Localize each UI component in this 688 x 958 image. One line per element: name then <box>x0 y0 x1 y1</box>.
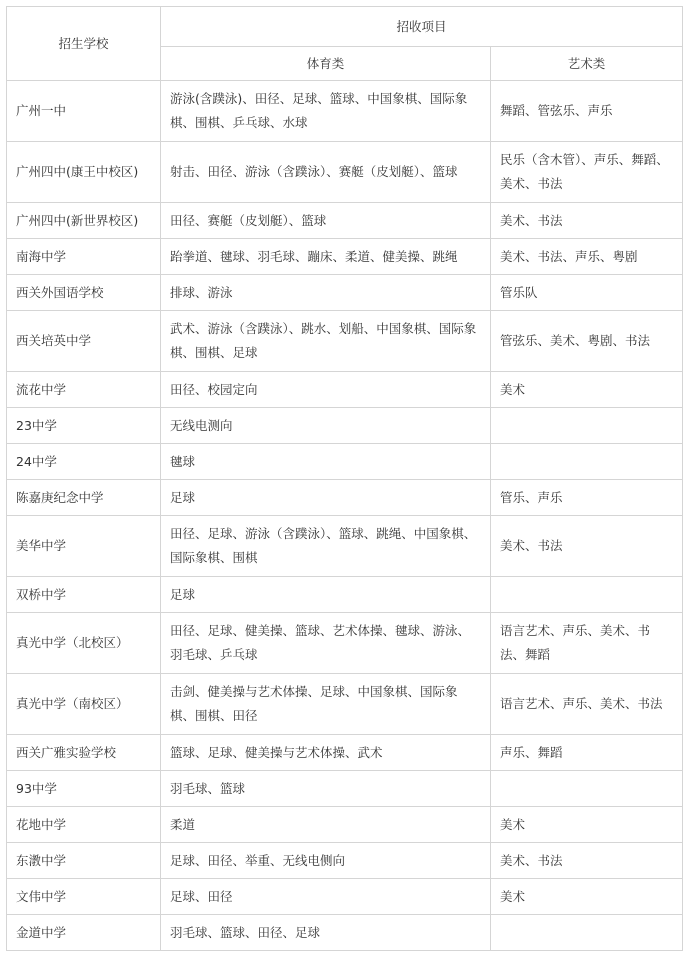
school-cell: 西关外国语学校 <box>7 275 161 311</box>
arts-cell: 美术、书法 <box>491 843 683 879</box>
school-cell: 广州一中 <box>7 81 161 142</box>
table-row <box>7 372 683 408</box>
table-row <box>7 915 683 951</box>
sports-cell: 游泳(含蹼泳)、田径、足球、篮球、中国象棋、国际象棋、围棋、乒乓球、水球 <box>161 81 491 142</box>
school-cell: 美华中学 <box>7 516 161 577</box>
arts-cell: 美术、书法 <box>491 516 683 577</box>
arts-cell: 声乐、舞蹈 <box>491 735 683 771</box>
school-cell: 西关培英中学 <box>7 311 161 372</box>
table-row <box>7 516 683 577</box>
table-row <box>7 81 683 142</box>
school-cell: 93中学 <box>7 771 161 807</box>
sports-cell: 击剑、健美操与艺术体操、足球、中国象棋、国际象棋、围棋、田径 <box>161 674 491 735</box>
header-sports: 体育类 <box>161 47 491 81</box>
school-cell: 南海中学 <box>7 239 161 275</box>
arts-cell <box>491 444 683 480</box>
sports-cell: 无线电测向 <box>161 408 491 444</box>
school-cell: 陈嘉庚纪念中学 <box>7 480 161 516</box>
header-arts: 艺术类 <box>491 47 683 81</box>
table-row <box>7 311 683 372</box>
school-cell: 金道中学 <box>7 915 161 951</box>
table-row <box>7 771 683 807</box>
school-cell: 花地中学 <box>7 807 161 843</box>
table-row <box>7 674 683 735</box>
sports-cell: 篮球、足球、健美操与艺术体操、武术 <box>161 735 491 771</box>
arts-cell <box>491 408 683 444</box>
school-cell: 流花中学 <box>7 372 161 408</box>
sports-cell: 武术、游泳（含蹼泳）、跳水、划船、中国象棋、国际象棋、围棋、足球 <box>161 311 491 372</box>
arts-cell: 语言艺术、声乐、美术、书法 <box>491 674 683 735</box>
table-row <box>7 142 683 203</box>
arts-cell: 美术 <box>491 879 683 915</box>
sports-cell: 排球、游泳 <box>161 275 491 311</box>
school-cell: 真光中学（南校区） <box>7 674 161 735</box>
school-cell: 广州四中(新世界校区) <box>7 203 161 239</box>
arts-cell: 美术、书法、声乐、粤剧 <box>491 239 683 275</box>
sports-cell: 田径、校园定向 <box>161 372 491 408</box>
sports-cell: 足球 <box>161 577 491 613</box>
school-cell: 双桥中学 <box>7 577 161 613</box>
table-row <box>7 879 683 915</box>
school-cell: 西关广雅实验学校 <box>7 735 161 771</box>
school-cell: 真光中学（北校区） <box>7 613 161 674</box>
table-row <box>7 275 683 311</box>
school-cell: 23中学 <box>7 408 161 444</box>
arts-cell: 语言艺术、声乐、美术、书法、舞蹈 <box>491 613 683 674</box>
table-row <box>7 408 683 444</box>
sports-cell: 足球 <box>161 480 491 516</box>
sports-cell: 足球、田径、举重、无线电侧向 <box>161 843 491 879</box>
arts-cell <box>491 915 683 951</box>
header-school: 招生学校 <box>7 7 161 81</box>
table-row <box>7 577 683 613</box>
table-row <box>7 444 683 480</box>
arts-cell <box>491 577 683 613</box>
sports-cell: 跆拳道、毽球、羽毛球、蹦床、柔道、健美操、跳绳 <box>161 239 491 275</box>
school-cell: 文伟中学 <box>7 879 161 915</box>
header-items: 招收项目 <box>161 7 683 47</box>
table-row <box>7 843 683 879</box>
recruitment-table <box>6 6 683 951</box>
table-row <box>7 807 683 843</box>
sports-cell: 田径、足球、健美操、篮球、艺术体操、毽球、游泳、羽毛球、乒乓球 <box>161 613 491 674</box>
arts-cell: 舞蹈、管弦乐、声乐 <box>491 81 683 142</box>
sports-cell: 射击、田径、游泳（含蹼泳）、赛艇（皮划艇）、篮球 <box>161 142 491 203</box>
arts-cell: 民乐（含木管）、声乐、舞蹈、美术、书法 <box>491 142 683 203</box>
recruitment-table-wrapper <box>6 6 683 951</box>
school-cell: 24中学 <box>7 444 161 480</box>
sports-cell: 羽毛球、篮球 <box>161 771 491 807</box>
table-row <box>7 613 683 674</box>
header-row-1 <box>7 7 683 47</box>
sports-cell: 田径、足球、游泳（含蹼泳）、篮球、跳绳、中国象棋、国际象棋、围棋 <box>161 516 491 577</box>
sports-cell: 毽球 <box>161 444 491 480</box>
arts-cell: 管乐、声乐 <box>491 480 683 516</box>
sports-cell: 足球、田径 <box>161 879 491 915</box>
table-row <box>7 735 683 771</box>
sports-cell: 田径、赛艇（皮划艇）、篮球 <box>161 203 491 239</box>
school-cell: 东漖中学 <box>7 843 161 879</box>
sports-cell: 羽毛球、篮球、田径、足球 <box>161 915 491 951</box>
school-cell: 广州四中(康王中校区) <box>7 142 161 203</box>
arts-cell: 美术、书法 <box>491 203 683 239</box>
arts-cell <box>491 771 683 807</box>
table-row <box>7 480 683 516</box>
arts-cell: 美术 <box>491 372 683 408</box>
arts-cell: 管弦乐、美术、粤剧、书法 <box>491 311 683 372</box>
table-row <box>7 203 683 239</box>
arts-cell: 管乐队 <box>491 275 683 311</box>
sports-cell: 柔道 <box>161 807 491 843</box>
arts-cell: 美术 <box>491 807 683 843</box>
table-row <box>7 239 683 275</box>
